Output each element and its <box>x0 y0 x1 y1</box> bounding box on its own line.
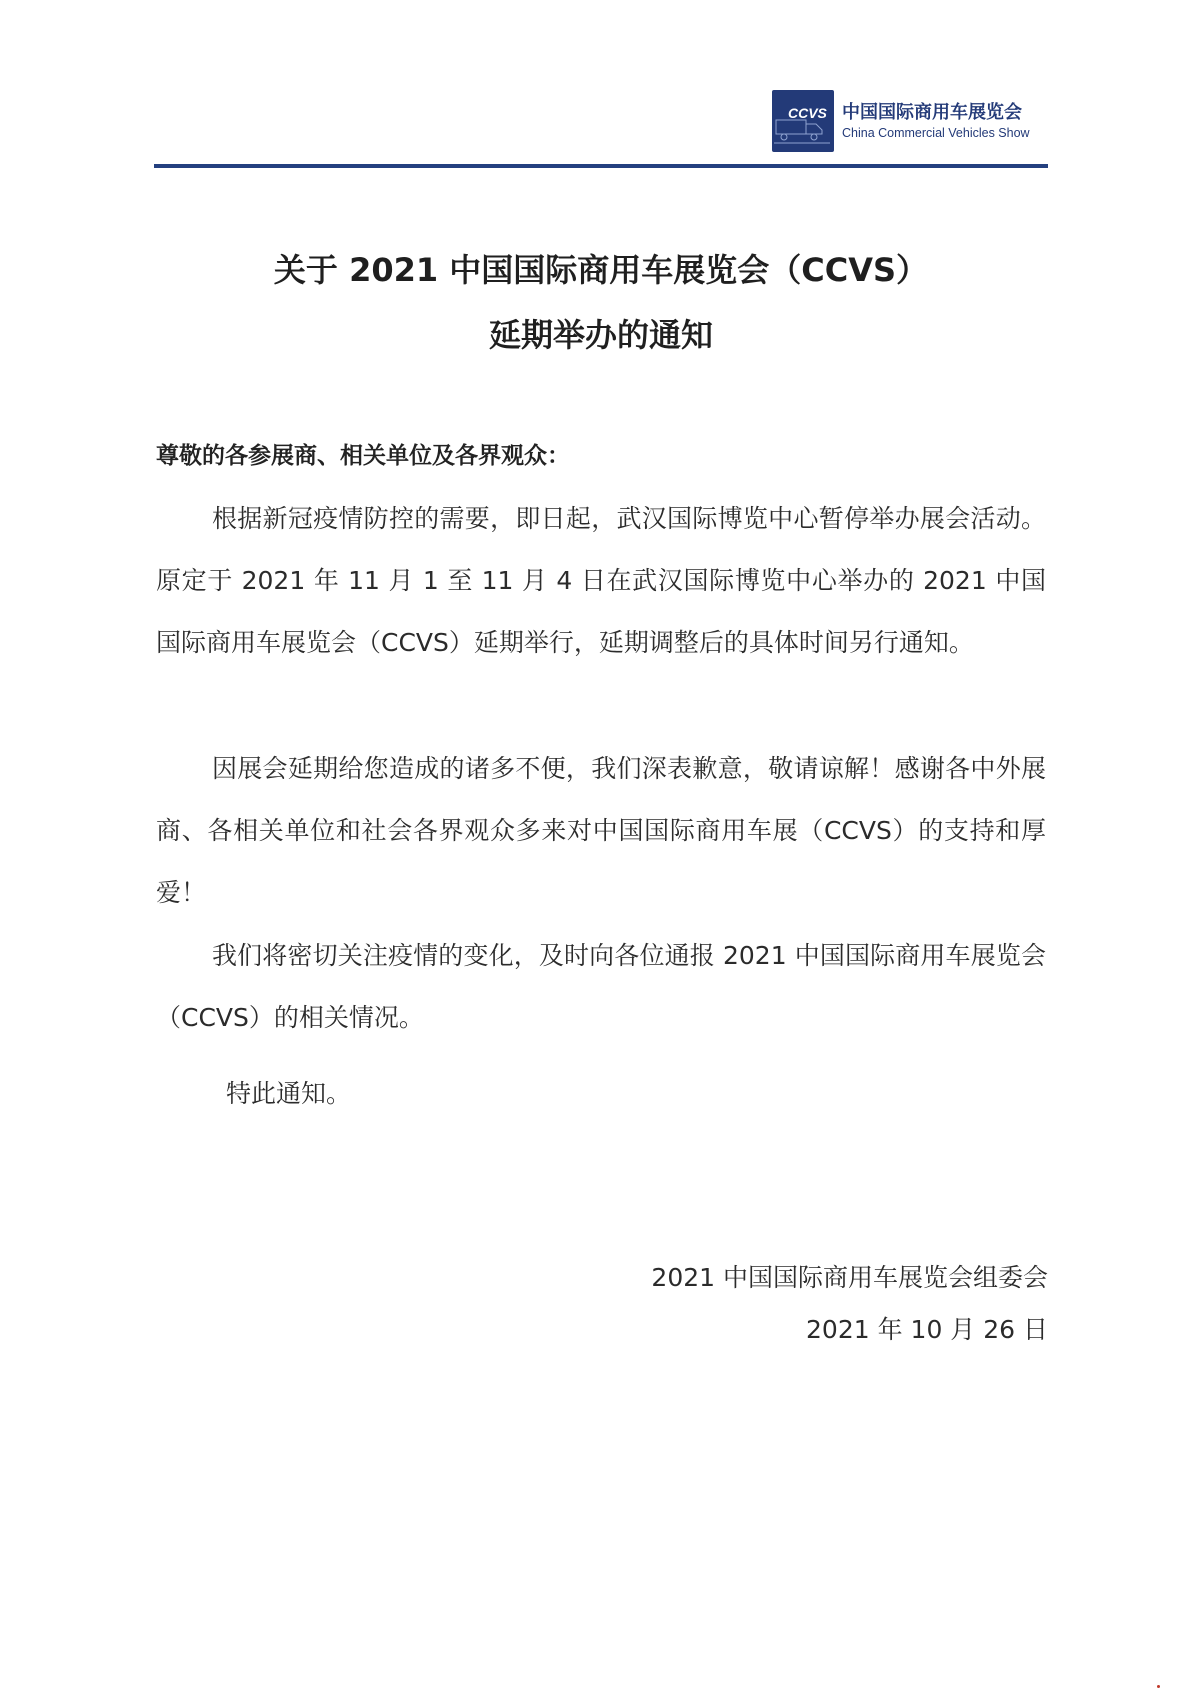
notice-title-line2: 延期举办的通知 <box>488 316 713 354</box>
signature-date: 2021 年 10 月 26 日 <box>806 1315 1048 1344</box>
paragraph-apology: 因展会延期给您造成的诸多不便，我们深表歉意，敬请谅解！感谢各中外展商、各相关单位和社会各界观众多来对中国国际商用车展（CCVS）的支持和厚爱！ <box>156 754 1046 907</box>
logo-text: CCVS <box>788 105 827 121</box>
paragraph-follow-up: 我们将密切关注疫情的变化，及时向各位通报 2021 中国国际商用车展览会（CCVS）的相关情况。 <box>156 941 1046 1032</box>
corner-mark <box>1157 1685 1160 1688</box>
ccvs-logo <box>772 90 834 152</box>
truck-icon <box>772 116 834 152</box>
paragraph-postponement: 根据新冠疫情防控的需要，即日起，武汉国际博览中心暂停举办展会活动。原定于 2021 年 11 月 1 至 11 月 4 日在武汉国际博览中心举办的 2021 中国国际商用车展览会（CCVS）延期举行，延期调整后的具体时间另行通知。 <box>156 504 1046 657</box>
salutation: 尊敬的各参展商、相关单位及各界观众： <box>156 443 570 469</box>
brand-name-cn: 中国国际商用车展览会 <box>842 102 1022 123</box>
document-header <box>154 88 1048 170</box>
notice-title-line1: 关于 2021 中国国际商用车展览会（CCVS） <box>273 251 929 289</box>
signature-organization: 2021 中国国际商用车展览会组委会 <box>651 1263 1048 1292</box>
header-divider <box>154 164 1048 168</box>
closing-line: 特此通知。 <box>226 1079 352 1108</box>
brand-name-en: China Commercial Vehicles Show <box>842 126 1030 140</box>
